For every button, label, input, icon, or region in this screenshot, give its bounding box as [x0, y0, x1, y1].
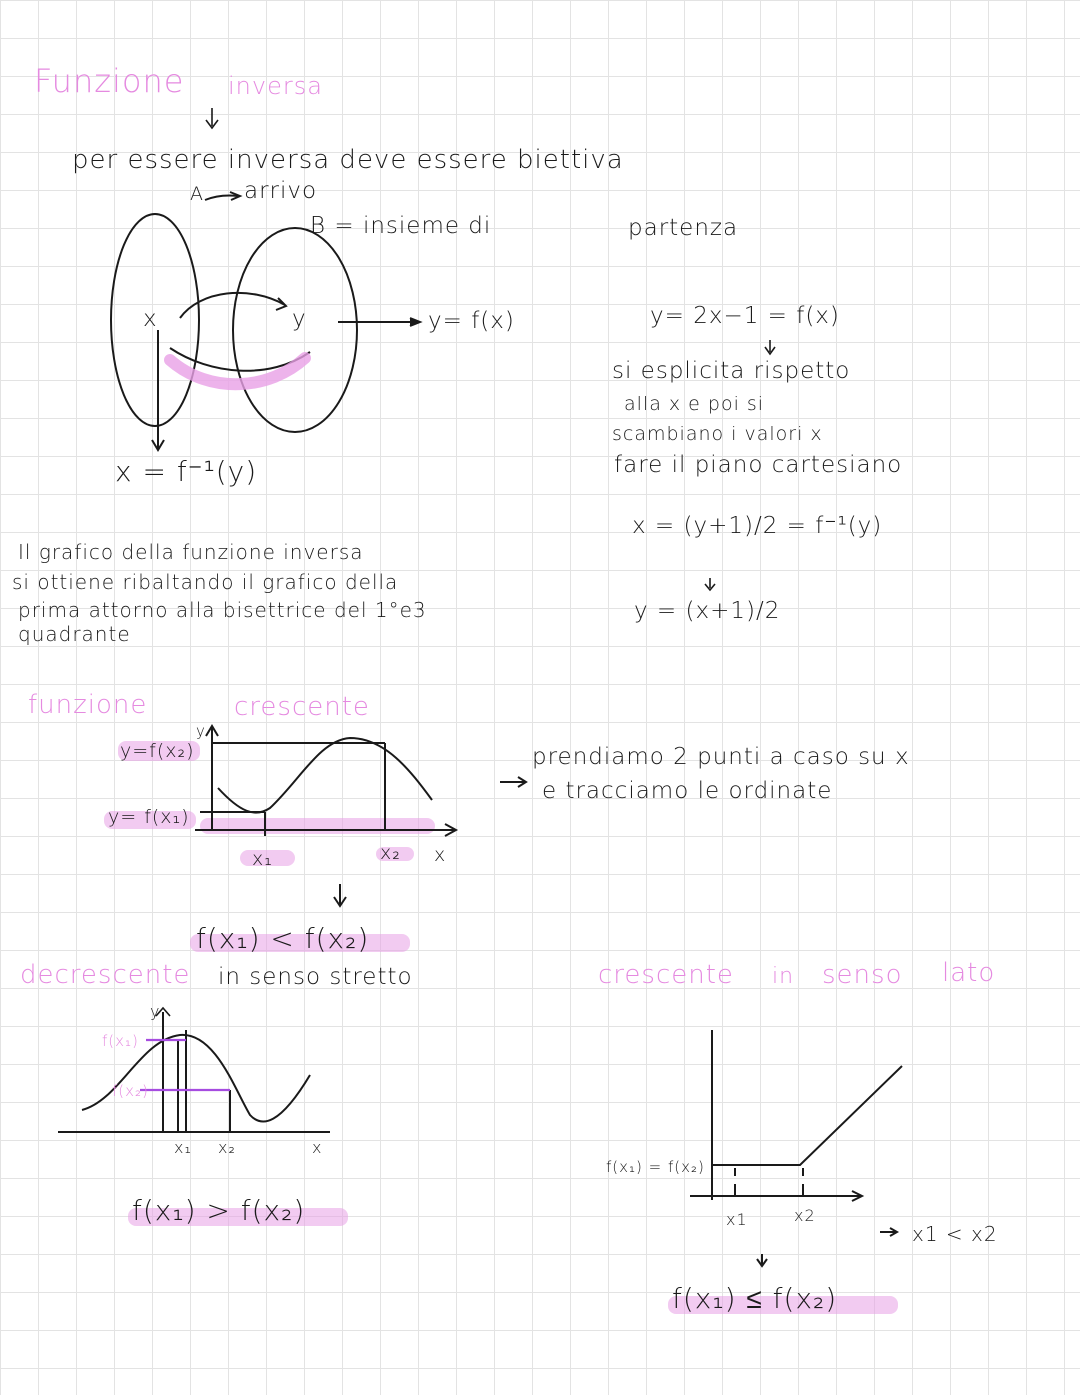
graph-note-line2: si ottiene ribaltando il grafico della [12, 570, 399, 594]
decreasing-x2: x₂ [218, 1138, 236, 1157]
decreasing-y: y [150, 1002, 161, 1021]
increasing-arrow-text2: e tracciamo le ordinate [542, 778, 833, 804]
increasing-curve [218, 738, 432, 813]
label-partenza: partenza [628, 215, 739, 241]
increasing-x1: x₁ [252, 848, 273, 870]
label-y: y [292, 306, 307, 332]
intro-line: per essere inversa deve essere biettiva [72, 145, 624, 175]
label-B: B = insieme di [310, 213, 492, 239]
wide-cond: x1 < x2 [912, 1222, 998, 1246]
increasing-arrow-text1: prendiamo 2 punti a caso su x [532, 744, 910, 770]
label-x: x [143, 306, 158, 332]
increasing-graph [195, 726, 526, 906]
graph-note-line4: quadrante [18, 622, 131, 646]
decreasing-x1: x₁ [174, 1138, 192, 1157]
label-fx: y= f(x) [428, 308, 515, 334]
decreasing-graph [58, 1012, 330, 1132]
example-note2: alla x e poi si [624, 393, 765, 415]
increasing-strict: in senso stretto [218, 964, 413, 990]
example-note1: si esplicita rispetto [612, 358, 851, 384]
title-inversa: inversa [228, 72, 323, 100]
increasing-fx2: y=f(x₂) [120, 740, 195, 762]
decreasing-x: x [312, 1138, 323, 1157]
wide-x1: x1 [726, 1210, 748, 1229]
label-A: A [190, 183, 204, 205]
label-inverse: x = f⁻¹(y) [115, 455, 258, 488]
example-note4: fare il piano cartesiano [614, 452, 903, 478]
increasing-heading-1: funzione [28, 690, 148, 720]
decreasing-heading: decrescente [20, 960, 191, 990]
increasing-x2: x₂ [380, 842, 401, 864]
graph-note-line3: prima attorno alla bisettrice del 1°e3 [18, 598, 427, 622]
increasing-x: x [434, 844, 447, 866]
example-eq3: y = (x+1)/2 [634, 598, 781, 624]
example-eq2: x = (y+1)/2 = f⁻¹(y) [632, 513, 883, 539]
wide-heading-2: in [772, 964, 795, 989]
decreasing-result: f(x₁) > f(x₂) [132, 1194, 306, 1227]
wide-result: f(x₁) ≤ f(x₂) [672, 1282, 838, 1315]
wide-graph [690, 1030, 902, 1266]
example-note3: scambiano i valori x [612, 423, 823, 445]
title-funzione: Funzione [34, 62, 185, 100]
example-eq1: y= 2x−1 = f(x) [650, 303, 840, 329]
increasing-result: f(x₁) < f(x₂) [196, 922, 370, 955]
label-arrivo: arrivo [244, 178, 318, 204]
decreasing-fx1: f(x₁) [102, 1032, 139, 1050]
decreasing-fx2: f(x₂) [112, 1082, 149, 1100]
increasing-heading-2: crescente [234, 692, 370, 722]
wide-curve [712, 1066, 902, 1165]
graph-note-line1: Il grafico della funzione inversa [18, 540, 364, 564]
wide-x2: x2 [794, 1206, 816, 1225]
wide-heading-4: lato [942, 958, 996, 988]
increasing-y: y [196, 722, 206, 740]
wide-heading-3: senso [822, 960, 903, 990]
increasing-fx1: y= f(x₁) [108, 806, 190, 828]
wide-heading-1: crescente [598, 960, 734, 990]
forward-arrow [180, 293, 285, 318]
wide-fx: f(x₁) = f(x₂) [606, 1158, 705, 1176]
